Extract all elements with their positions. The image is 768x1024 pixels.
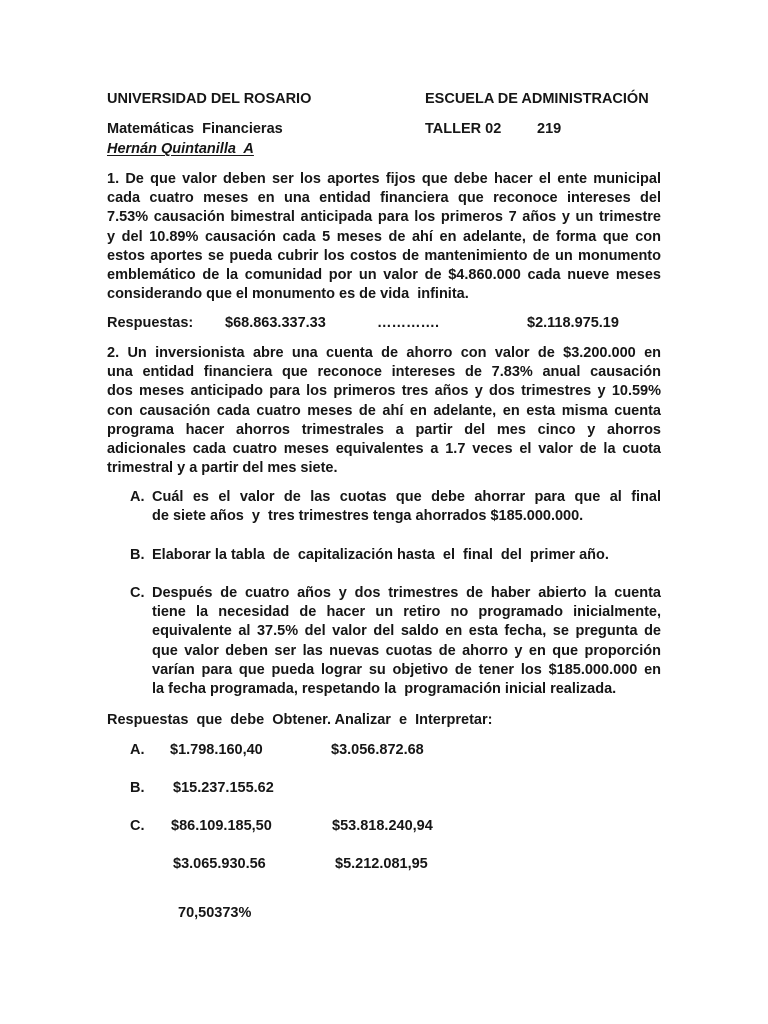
problem-2-line: adicionales cada cuatro meses equivalentes a 1.7 veces el valor de la cuota	[107, 441, 661, 458]
question-b	[152, 546, 661, 565]
question-b-line: Elaborar la tabla de capitalización hasta el final del primer año.	[152, 547, 609, 563]
workshop-number: 219	[537, 121, 562, 137]
answer-a-value: $1.798.160,40	[170, 742, 263, 758]
course-name: Matemáticas Financieras	[107, 121, 283, 137]
problem-2-line: dos meses anticipado para los primeros tres años y dos trimestres y 10.59%	[107, 383, 661, 400]
expected-answers-heading: Respuestas que debe Obtener. Analizar e Interpretar:	[107, 712, 493, 728]
problem-1-answer: $68.863.337.33	[225, 315, 326, 331]
question-c-line: Después de cuatro años y dos trimestres de haber abierto la cuenta	[152, 585, 661, 601]
problem-1-line: estos aportes se pueda cubrir los costos de mantenimiento de un monumento	[107, 247, 661, 264]
problem-1-line: 7.53% causación bimestral anticipada para los primeros 7 años y un trimestre	[107, 209, 661, 226]
answer-c-value: $3.065.930.56	[173, 856, 266, 872]
problem-2-line: programa hacer ahorros trimestrales a partir del mes cinco y ahorros	[107, 421, 661, 438]
answer-c-value: $86.109.185,50	[171, 818, 272, 834]
question-a-line: de siete años y tres trimestres tenga ahorrados $185.000.000.	[152, 508, 584, 525]
answer-c-letter: C.	[130, 818, 145, 834]
question-c	[152, 584, 661, 699]
question-a-letter: A.	[130, 489, 145, 505]
author-name: Hernán Quintanilla A	[107, 141, 254, 157]
university-name: UNIVERSIDAD DEL ROSARIO	[107, 91, 312, 107]
answer-b-value: $15.237.155.62	[173, 780, 274, 796]
question-c-line: la fecha programada, respetando la programación inicial realizada.	[152, 681, 617, 698]
question-c-line: tiene la necesidad de hacer un retiro no programado inicialmente,	[152, 604, 661, 621]
answer-c-value: $53.818.240,94	[332, 818, 433, 834]
problem-1-line: y del 10.89% causación cada 5 meses de ahí en adelante, de forma que con	[107, 228, 661, 245]
problem-1-line: emblemático de la comunidad por un valor de $4.860.000 cada nueve meses	[107, 267, 661, 284]
problem-1-answers-label: Respuestas:	[107, 315, 194, 331]
problem-1-paragraph	[107, 170, 661, 304]
problem-1-answer-placeholder: ………….	[377, 315, 440, 331]
problem-2-line: una entidad financiera que reconoce intereses de 7.83% anual causación	[107, 364, 661, 381]
problem-1-answer: $2.118.975.19	[527, 315, 619, 331]
question-b-letter: B.	[130, 547, 145, 563]
problem-2-line: 2. Un inversionista abre una cuenta de ahorro con valor de $3.200.000 en	[107, 345, 661, 361]
question-c-line: que valor deben ser las nuevas cuotas de ahorro y en que proporción	[152, 642, 661, 659]
answer-c-value: $5.212.081,95	[335, 856, 428, 872]
answer-a-letter: A.	[130, 742, 145, 758]
question-a-line: Cuál es el valor de las cuotas que debe ahorrar para que al final	[152, 489, 661, 505]
answer-a-value: $3.056.872.68	[331, 742, 424, 758]
problem-2-line: trimestral y a partir del mes siete.	[107, 460, 338, 477]
question-c-line: equivalente al 37.5% del valor del saldo en esta fecha, se pregunta de	[152, 623, 661, 640]
problem-2-line: con causación cada cuatro meses de ahí en adelante, en esta misma cuenta	[107, 402, 661, 419]
problem-2-paragraph	[107, 344, 661, 478]
problem-1-line: considerando que el monumento es de vida infinita.	[107, 286, 469, 303]
school-name: ESCUELA DE ADMINISTRACIÓN	[425, 91, 649, 107]
workshop-title: TALLER 02	[425, 121, 502, 137]
answer-b-letter: B.	[130, 780, 145, 796]
question-c-letter: C.	[130, 585, 145, 601]
problem-1-line: cada cuatro meses en una entidad financiera que reconoce intereses del	[107, 190, 661, 207]
question-c-line: varían para que pueda lograr su objetivo de tener los $185.000.000 en	[152, 661, 661, 678]
problem-1-line: 1. De que valor deben ser los aportes fijos que debe hacer el ente municipal	[107, 171, 661, 187]
answer-c-percentage: 70,50373%	[178, 905, 252, 921]
question-a	[152, 488, 661, 526]
